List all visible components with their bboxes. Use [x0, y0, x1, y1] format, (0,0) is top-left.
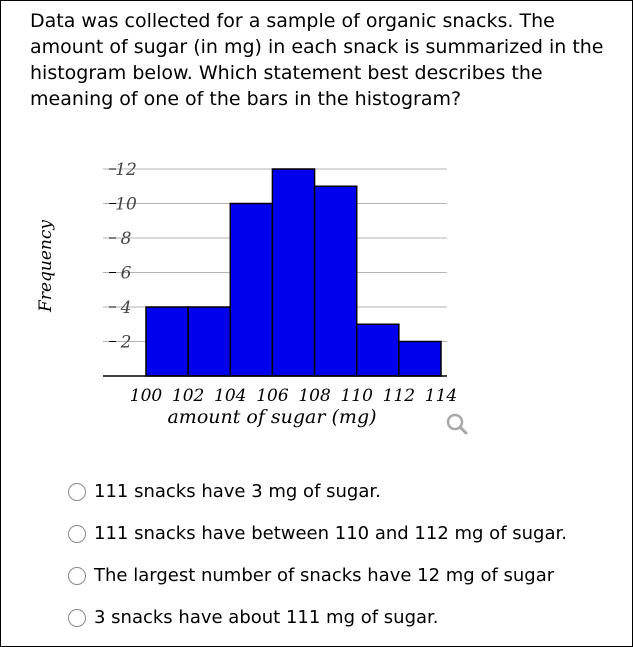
- x-axis-label: amount of sugar (mg): [167, 406, 377, 428]
- y-tick-label: 4: [120, 298, 132, 318]
- histogram-bar: [272, 169, 314, 376]
- radio-button[interactable]: [68, 525, 86, 543]
- x-tick-label: 104: [214, 386, 247, 406]
- radio-button[interactable]: [68, 609, 86, 627]
- y-tick-label: 8: [120, 229, 132, 249]
- histogram-bar: [357, 324, 399, 376]
- x-tick-label: 102: [171, 386, 205, 406]
- answer-option-label: 111 snacks have 3 mg of sugar.: [94, 481, 381, 502]
- x-tick-label: 108: [298, 386, 331, 406]
- radio-button[interactable]: [68, 567, 86, 585]
- answer-option-label: The largest number of snacks have 12 mg of sugar: [94, 565, 555, 586]
- x-tick-label: 114: [424, 386, 458, 406]
- answer-option[interactable]: [68, 520, 567, 548]
- histogram-bar: [146, 307, 188, 376]
- answer-option[interactable]: [68, 478, 567, 506]
- histogram-bar: [315, 186, 357, 376]
- x-tick-label: 110: [340, 386, 373, 406]
- answer-options: [68, 478, 567, 646]
- answer-option-label: 3 snacks have about 111 mg of sugar.: [94, 607, 439, 628]
- x-tick-label: 100: [129, 386, 163, 406]
- histogram-bar: [230, 204, 272, 377]
- x-tick-label: 112: [382, 386, 416, 406]
- y-tick-labels: [115, 160, 137, 353]
- y-tick-label: 6: [120, 263, 132, 284]
- y-tick-label: 12: [115, 160, 137, 180]
- y-axis-label: Frequency: [36, 220, 56, 312]
- question-text: Data was collected for a sample of organic snacks. The amount of sugar (in mg) in each snack is summarized in the histogram below. Which statement best describes the meaning of one of the bars in the histogram?: [30, 10, 604, 110]
- answer-option-label: 111 snacks have between 110 and 112 mg of sugar.: [94, 523, 567, 544]
- y-tick-label: 2: [120, 332, 132, 353]
- histogram-bar: [188, 307, 230, 376]
- histogram-bar: [399, 342, 441, 377]
- answer-option[interactable]: [68, 604, 567, 632]
- x-tick-label: 106: [256, 386, 289, 406]
- magnifier-icon[interactable]: [444, 411, 470, 437]
- y-tick-label: 10: [115, 194, 137, 215]
- x-tick-labels: [130, 386, 457, 406]
- answer-option[interactable]: [68, 562, 567, 590]
- radio-button[interactable]: [68, 483, 86, 501]
